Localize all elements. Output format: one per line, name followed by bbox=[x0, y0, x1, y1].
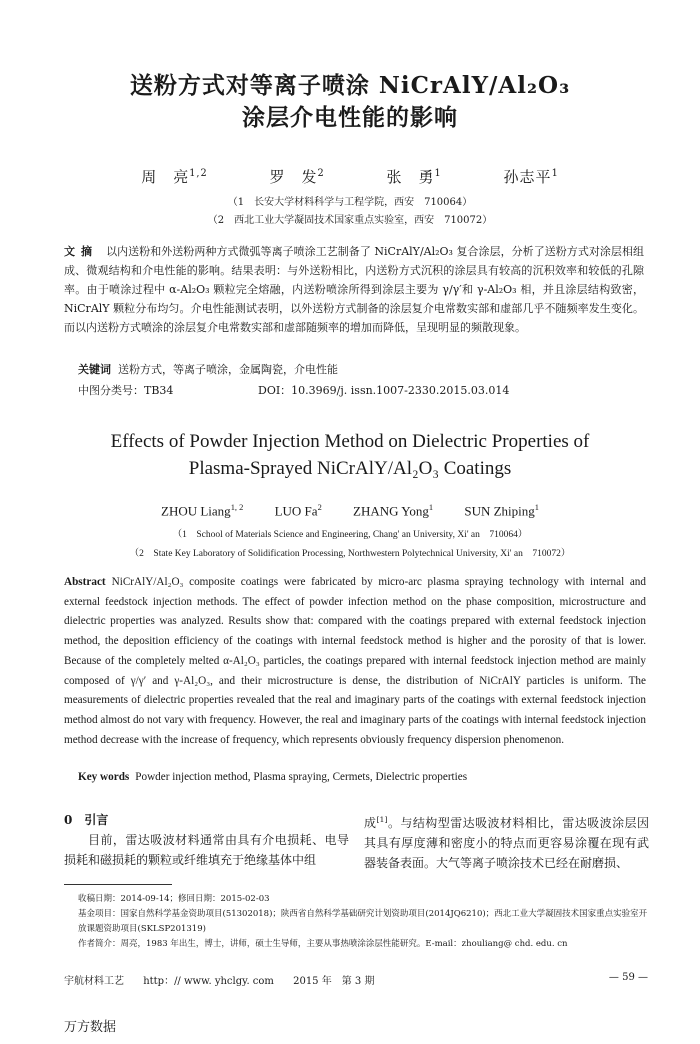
page-number: — 59 — bbox=[608, 972, 648, 983]
footnotes bbox=[64, 892, 648, 952]
en-author: LUO Fa$^2$ bbox=[274, 502, 322, 519]
footnote-funding: 基金项目：国家自然科学基金资助项目(51302018)；陕西省自然科学基础研究计划资助项目(2014JQ6210)；西北工业大学凝固技术国家重点实验室开放课题资助项目(SKLSP201319) bbox=[78, 909, 648, 934]
cn-title-line1: 送粉方式对等离子喷涂 NiCrAlY/Al₂O₃ bbox=[129, 72, 571, 99]
cn-author: 罗 发$^2$ bbox=[269, 168, 325, 186]
en-affiliation-2: （2 State Key Laboratory of Solidification Processing, Northwestern Polytechnical University, Xi' an 710072） bbox=[129, 549, 571, 559]
en-title-line1: Effects of Powder Injection Method on Dielectric Properties of bbox=[110, 431, 590, 452]
body-paragraph-rest: 。与结构型雷达吸波材料相比，雷达吸波涂层因其具有厚度薄和密度小的特点而更容易涂覆在现有武器装备表面。大气等离子喷涂技术已经在耐磨损、 bbox=[364, 816, 649, 870]
cn-author: 孙志平$^1$ bbox=[503, 168, 559, 186]
section-heading: 0 引言 bbox=[64, 813, 109, 827]
cn-class bbox=[78, 382, 173, 398]
journal-issue: 2015 年 第 3 期 bbox=[293, 976, 375, 987]
en-abstract bbox=[64, 573, 646, 750]
en-authors bbox=[0, 502, 700, 519]
watermark: 万方数据 bbox=[64, 1020, 117, 1035]
en-keywords bbox=[78, 768, 638, 788]
cn-class-code: TB34 bbox=[144, 384, 174, 397]
en-abstract-text: NiCrAlY/Al₂O₃ composite coatings were fabricated by micro-arc plasma spraying technology with internal and external feedstock injection methods. The effect of powder infection method on the phase composition, microstructure and dielectric properties was analyzed. Results show that: compared with the coatings prepared with external feedstock injection method, the deposition efficiency of the coatings with internal feedstock method is higher and the porosity of that is lower. Because of the completely melted α-Al₂O₃ particles, the coatings prepared with internal feedstock injection method are mainly composed of γ/γ′ and γ-Al₂O₃, and their microstructure is dense, the distribution of NiCrAlY particles is uniform. The measurements of dielectric properties revealed that the real and imaginary parts of the coatings with external feedstock injection method almost do not vary with frequency. However, the real and imaginary parts of the coatings with internal feedstock injection method decrease with the increase of frequency, which represents obviously frequency dispersion phenomenon. bbox=[64, 576, 646, 746]
body-left-column bbox=[64, 810, 349, 870]
en-keywords-label: Key words bbox=[78, 771, 130, 783]
cn-affiliation-1: （1 长安大学材料科学与工程学院，西安 710064） bbox=[227, 197, 473, 208]
cn-title-line2: 涂层介电性能的影响 bbox=[242, 104, 458, 131]
body-right-column bbox=[364, 810, 649, 873]
en-abstract-label: Abstract bbox=[64, 576, 106, 588]
en-author: ZHANG Yong$^1$ bbox=[353, 502, 434, 519]
citation-ref: [1] bbox=[376, 815, 388, 824]
cn-author: 张 勇$^1$ bbox=[386, 168, 442, 186]
page-footer bbox=[64, 972, 648, 987]
body-paragraph-start: 成 bbox=[364, 816, 377, 830]
cn-keywords-text: 送粉方式，等离子喷涂，金属陶瓷，介电性能 bbox=[118, 363, 338, 376]
en-author: SUN Zhiping$^1$ bbox=[464, 502, 539, 519]
footnote-rule bbox=[64, 884, 172, 885]
cn-keywords bbox=[78, 361, 338, 377]
journal-url: http：// www. yhclgy. com bbox=[143, 976, 274, 987]
cn-abstract-text: 以内送粉和外送粉两种方式微弧等离子喷涂工艺制备了 NiCrAlY/Al₂O₃ 复合涂层，分析了送粉方式对涂层相组成、微观结构和介电性能的影响。结果表明：与外送粉相比，内送粉方式沉积的涂层具有较高的沉积效率和较低的孔隙率。由于喷涂过程中 α-Al₂O₃ 颗粒完全熔融，内送粉喷涂所得到涂层主要为 γ/γ′和 γ-Al₂O₃ 相，并且涂层结构致密，NiCrAlY 颗粒分布均匀。介电性能测试表明，以外送粉方式制备的涂层复介电常数实部和虚部几乎不随频率发生变化。而以内送粉方式喷涂的涂层复介电常数实部和虚部随频率的增加而降低，呈现明显的频散现象。 bbox=[64, 245, 645, 334]
cn-class-label: 中图分类号： bbox=[78, 384, 144, 397]
cn-abstract bbox=[64, 242, 644, 337]
body-paragraph: 目前，雷达吸波材料通常由具有介电损耗、电导损耗和磁损耗的颗粒或纤维填充于绝缘基体中组 bbox=[64, 833, 349, 867]
doi: DOI：10.3969/j. issn.1007-2330.2015.03.014 bbox=[258, 384, 510, 397]
en-title-line2: Plasma-Sprayed NiCrAlY/Al₂O₃ Coatings bbox=[188, 458, 512, 479]
en-affiliation-1: （1 School of Materials Science and Engineering, Chang' an University, Xi' an 710064） bbox=[172, 530, 528, 540]
cn-keywords-label: 关键词 bbox=[78, 363, 111, 376]
footnote-author: 作者简介：周亮，1983 年出生，博士，讲师，硕士生导师，主要从事热喷涂涂层性能研究。E-mail：zhouliang@ chd. edu. cn bbox=[78, 939, 568, 949]
cn-authors bbox=[0, 166, 700, 187]
en-author: ZHOU Liang$^{1, 2}$ bbox=[161, 502, 244, 519]
footnote-dates: 收稿日期：2014-09-14；修回日期：2015-02-03 bbox=[78, 894, 270, 904]
cn-affiliation-2: （2 西北工业大学凝固技术国家重点实验室，西安 710072） bbox=[207, 215, 493, 226]
cn-abstract-label: 文摘 bbox=[64, 245, 99, 258]
en-keywords-text: Powder injection method, Plasma spraying, Cermets, Dielectric properties bbox=[135, 771, 468, 783]
cn-author: 周 亮$^{1,2}$ bbox=[141, 168, 208, 186]
journal-name: 宇航材料工艺 bbox=[64, 976, 124, 987]
